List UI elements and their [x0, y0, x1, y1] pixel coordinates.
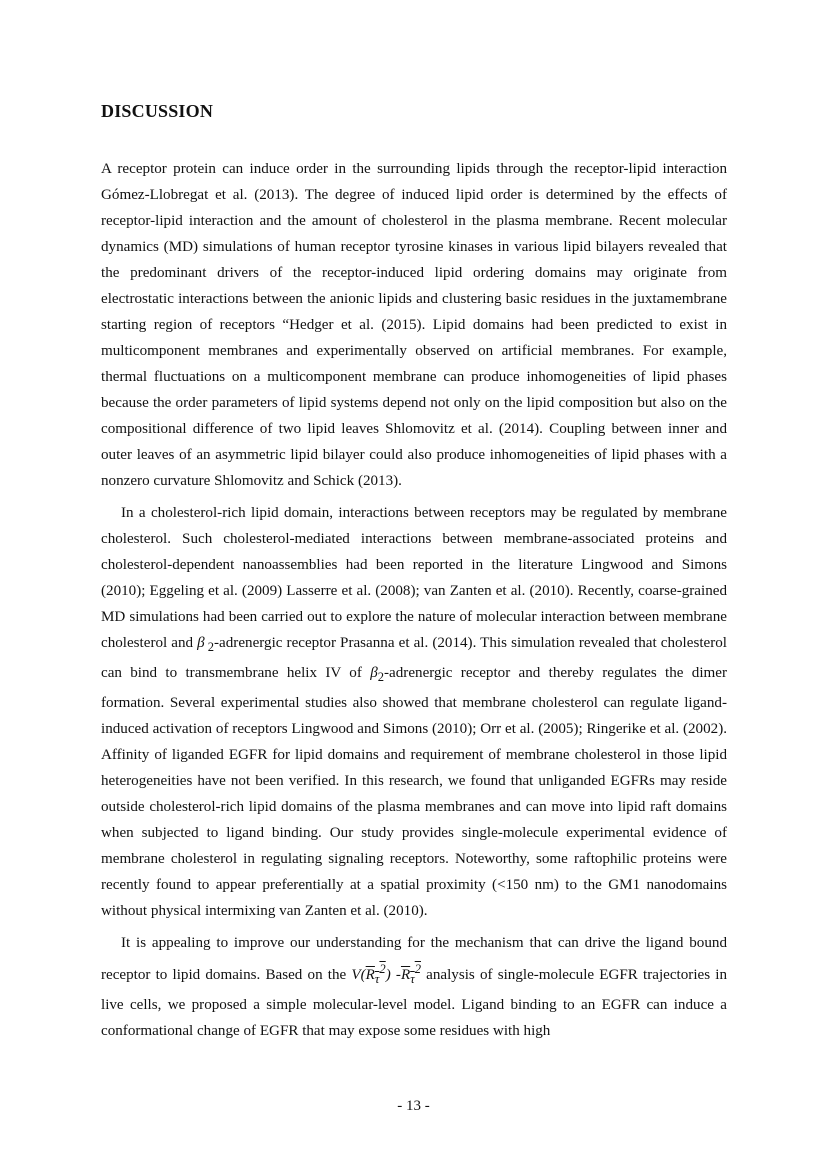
formula-r: R — [365, 967, 375, 984]
formula-open-paren: ( — [360, 967, 366, 984]
formula-close-paren: ) — [385, 967, 391, 984]
paragraph-2-text-a: In a cholesterol-rich lipid domain, interactions between receptors may be regulated by membrane cholesterol. Such cholesterol-mediated interactions between membrane-associated proteins and cholesterol-dependent nanoassemblies had been reported in the literature Lingwood and Simons (2010); Eggeling et al. (2009) Lasserre et al. (2008); van Zanten et al. (2010). Recently, coarse-grained MD simulations had been carried out to explore the nature of molecular interaction between membrane cholesterol and — [101, 505, 727, 651]
page-number: - 13 - — [397, 1098, 430, 1114]
paragraph-3-text-b: analysis of single-molecule EGFR trajectories in live cells, we proposed a simple molecular-level model. Ligand binding to an EGFR can induce a conformational change of EGFR that may expose some residues with high — [101, 967, 727, 1040]
beta-symbol: β — [197, 635, 205, 651]
formula-tau: τ — [374, 972, 380, 987]
formula-square: 2 — [414, 962, 421, 977]
formula-tau: τ — [410, 972, 415, 987]
formula-dash: - — [390, 967, 401, 984]
paragraph-1: A receptor protein can induce order in the surrounding lipids through the receptor-lipid interaction Gómez-Llobregat et al. (2013). The degree of induced lipid order is determined by the effects of receptor-lipid interaction and the amount of cholesterol in the plasma membrane. Recent molecular dynamics (MD) simulations of human receptor tyrosine kinases in various lipid bilayers revealed that the predominant drivers of the receptor-induced lipid ordering domains may originate from electrostatic interactions between the anionic lipids and clustering basic residues in the juxtamembrane starting region of receptors “Hedger et al. (2015). Lipid domains had been predicted to exist in multicomponent membranes and experimentally observed on artificial membranes. For example, thermal fluctuations on a multicomponent membrane can produce inhomogeneities of lipid phases because the order parameters of lipid systems depend not only on the lipid composition but also on the compositional difference of two lipid leaves Shlomovitz et al. (2014). Coupling between inner and outer leaves of an asymmetric lipid bilayer could also produce inhomogeneities of lipid phases with a nonzero curvature Shlomovitz and Schick (2013). — [101, 161, 727, 489]
formula-r: R — [400, 967, 411, 984]
section-heading: DISCUSSION — [101, 101, 214, 121]
variance-formula — [351, 962, 391, 987]
paragraph-2-text-b: -adrenergic receptor Prasanna et al. (2014). This simulation revealed that cholesterol can bind to transmembrane helix IV of — [101, 635, 727, 682]
paragraph-2 — [101, 500, 727, 924]
beta-symbol: β — [370, 665, 378, 682]
formula-mean-r-squared-2 — [400, 962, 421, 987]
formula-v: V — [351, 967, 361, 984]
formula-square: 2 — [379, 962, 386, 977]
paragraph-2-text-c: -adrenergic receptor and thereby regulates the dimer formation. Several experimental studies also showed that membrane cholesterol can regulate ligand-induced activation of receptors Lingwood and Simons (2010); Orr et al. (2005); Ringerike et al. (2002). Affinity of liganded EGFR for lipid domains and requirement of membrane cholesterol in those lipid heterogeneities have not been verified. In this research, we found that unliganded EGFRs may reside outside cholesterol-rich lipid domains of the plasma membranes and can move into lipid raft domains when subjected to ligand binding. Our study provides single-molecule experimental evidence of membrane cholesterol in regulating signaling receptors. Noteworthy, some raftophilic proteins were recently found to appear preferentially at a spatial proximity (<150 nm) to the GM1 nanodomains without physical intermixing van Zanten et al. (2010). — [101, 665, 727, 920]
paragraph-3 — [101, 930, 727, 1044]
beta-subscript: 2 — [377, 670, 385, 685]
page-body — [101, 96, 727, 1050]
formula-mean-r-squared — [365, 962, 386, 987]
paragraph-3-text-a: It is appealing to improve our understanding for the mechanism that can drive the ligand bound receptor to lipid domains. Based on the — [101, 935, 727, 984]
beta-subscript: 2 — [207, 640, 215, 655]
